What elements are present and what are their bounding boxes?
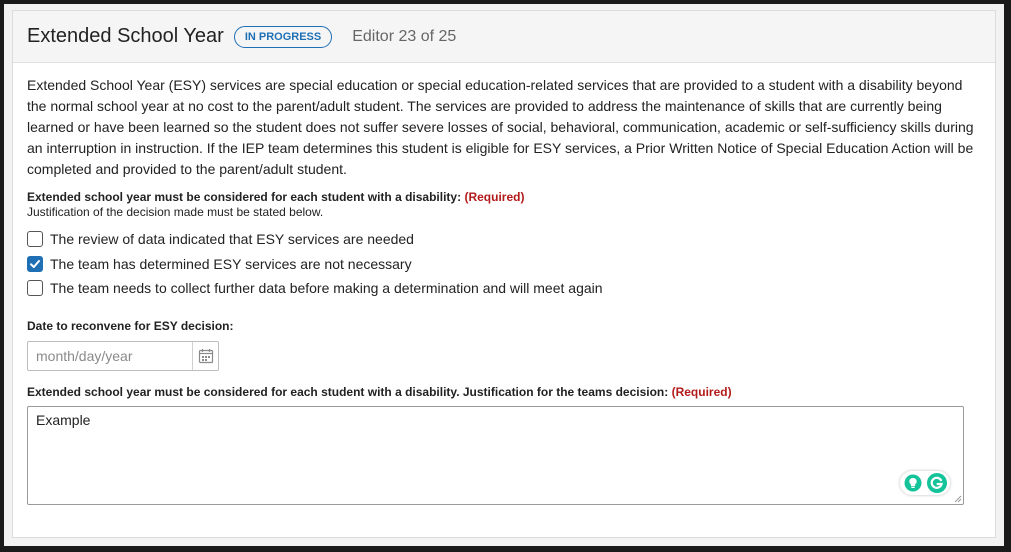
checkbox-esy-needed[interactable]: [27, 231, 43, 247]
reconvene-date-field: [27, 341, 219, 371]
esy-description: Extended School Year (ESY) services are special education or special education-related services that are provided to a student with a disability beyond the normal school year at no cost to the parent/adult student. The services are provided to address the maintenance of skills that are currently being learned or have been learned so the student does not suffer severe losses of social, behavioral, communication, academic or self-sufficiency skills during an interruption in instruction. If the IEP team determines this student is eligible for ESY services, a Prior Written Notice of Special Education Action will be completed and provided to the parent/adult student.: [27, 77, 974, 177]
esy-editor-card: [12, 10, 996, 538]
consideration-label-text: Extended school year must be considered for each student with a disability:: [27, 190, 462, 204]
option-collect-data[interactable]: [27, 276, 981, 301]
justification-textarea[interactable]: [27, 406, 964, 505]
justification-label: [27, 385, 981, 400]
editor-count: Editor 23 of 25: [352, 27, 457, 45]
option-esy-not-necessary-label: The team has determined ESY services are not necessary: [50, 255, 412, 272]
window-frame: [4, 4, 1004, 546]
lightbulb-icon[interactable]: [903, 473, 923, 493]
checkmark-icon: [29, 258, 41, 270]
resize-grip-icon[interactable]: [954, 495, 962, 503]
grammarly-icon[interactable]: [927, 473, 947, 493]
calendar-icon[interactable]: [192, 342, 218, 370]
required-indicator: (Required): [671, 384, 732, 399]
page-title: Extended School Year: [27, 25, 224, 47]
reconvene-date-label: Date to reconvene for ESY decision:: [27, 318, 234, 333]
checkbox-collect-data[interactable]: [27, 280, 43, 296]
justification-label-text: Extended school year must be considered for each student with a disability. Justification for the teams decision:: [27, 384, 669, 399]
required-indicator: (Required): [464, 190, 525, 204]
option-collect-data-label: The team needs to collect further data before making a determination and will meet again: [50, 280, 603, 297]
option-esy-needed[interactable]: [27, 227, 981, 252]
consideration-label: [27, 190, 981, 205]
option-esy-not-necessary[interactable]: [27, 252, 981, 277]
grammarly-widget[interactable]: [900, 471, 950, 495]
reconvene-date-input[interactable]: [28, 342, 192, 370]
status-badge: IN PROGRESS: [234, 26, 332, 48]
justification-wrapper: [27, 406, 964, 505]
editor-body: [13, 63, 995, 505]
editor-header: [13, 11, 995, 63]
option-esy-needed-label: The review of data indicated that ESY services are needed: [50, 231, 414, 248]
consideration-sublabel: Justification of the decision made must be stated below.: [27, 205, 324, 219]
checkbox-esy-not-necessary[interactable]: [27, 256, 43, 272]
